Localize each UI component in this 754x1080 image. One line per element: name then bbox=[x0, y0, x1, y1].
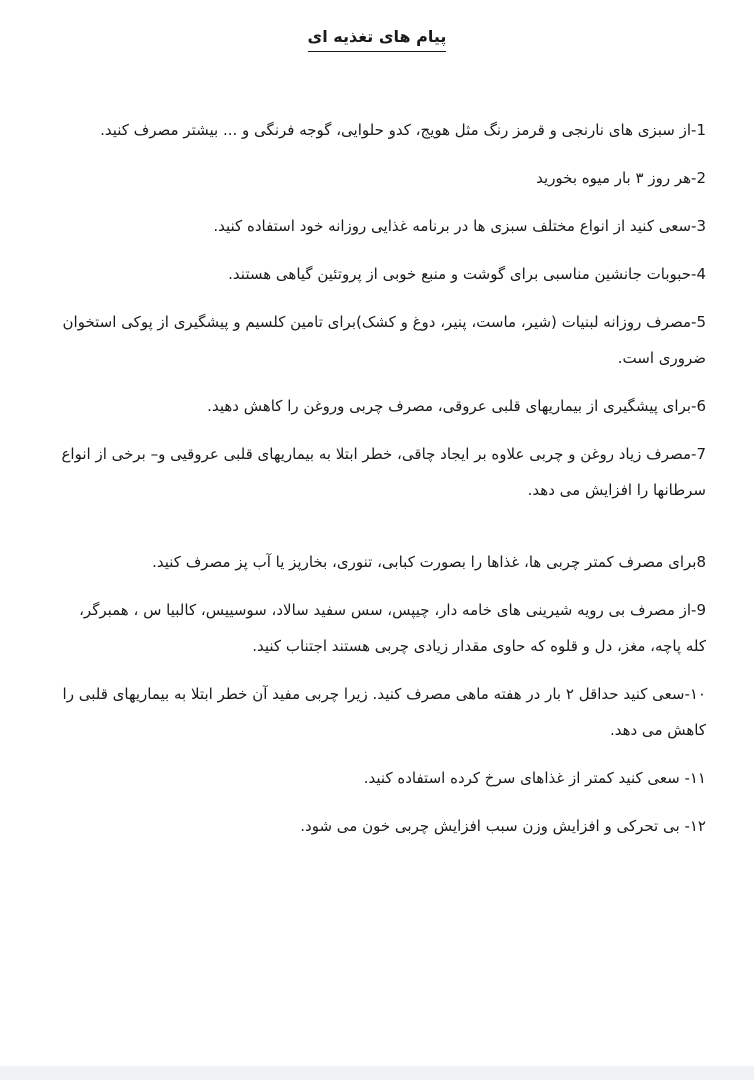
list-item: ۱۱- سعی کنید کمتر از غذاهای سرخ کرده استفاده کنید. bbox=[363, 769, 706, 787]
page-bottom-edge bbox=[0, 1066, 754, 1080]
list-item: 9-از مصرف بی رویه شیرینی های خامه دار، چیپس، سس سفید سالاد، سوسییس، کالبیا س ، همبرگر، کله پاچه، مغز، دل و قلوه که حاوی مقدار زیادی چربی هستند اجتناب کنید. bbox=[79, 601, 706, 655]
list-item: 1-از سبزی های نارنجی و قرمز رنگ مثل هویج، کدو حلوایی، گوجه فرنگی و ... بیشتر مصرف کنید. bbox=[100, 121, 706, 139]
list-item: 6-برای پیشگیری از بیماریهای قلبی عروقی، مصرف چربی وروغن را کاهش دهید. bbox=[207, 397, 706, 415]
list-item: 3-سعی کنید از انواع مختلف سبزی ها در برنامه غذایی روزانه خود استفاده کنید. bbox=[213, 217, 706, 235]
list-item: 2-هر روز ۳ بار میوه بخورید bbox=[536, 169, 706, 187]
nutrition-messages-list bbox=[60, 112, 706, 856]
document-title-text: پیام های تغذیه ای bbox=[308, 24, 447, 52]
list-item: 7-مصرف زیاد روغن و چربی علاوه بر ایجاد چاقی، خطر ابتلا به بیماریهای قلبی عروقیی و– برخی از انواع سرطانها را افزایش می دهد. bbox=[61, 445, 706, 499]
list-item: ۱۰-سعی کنید حداقل ۲ بار در هفته ماهی مصرف کنید. زیرا چربی مفید آن خطر ابتلا به بیماریهای قلبی را کاهش می دهد. bbox=[62, 685, 706, 739]
list-item: 8برای مصرف کمتر چربی ها، غذاها را بصورت کبابی، تنوری، بخارپز یا آب پز مصرف کنید. bbox=[152, 553, 706, 571]
list-item: ۱۲- بی تحرکی و افزایش وزن سبب افزایش چربی خون می شود. bbox=[300, 817, 706, 835]
document-title bbox=[0, 24, 754, 52]
list-item: 4-حبوبات جانشین مناسبی برای گوشت و منبع خوبی از پروتئین گیاهی هستند. bbox=[228, 265, 706, 283]
list-item: 5-مصرف روزانه لبنیات (شیر، ماست، پنیر، دوغ و کشک)برای تامین کلسیم و پیشگیری از پوکی استخوان ضروری است. bbox=[62, 313, 706, 367]
